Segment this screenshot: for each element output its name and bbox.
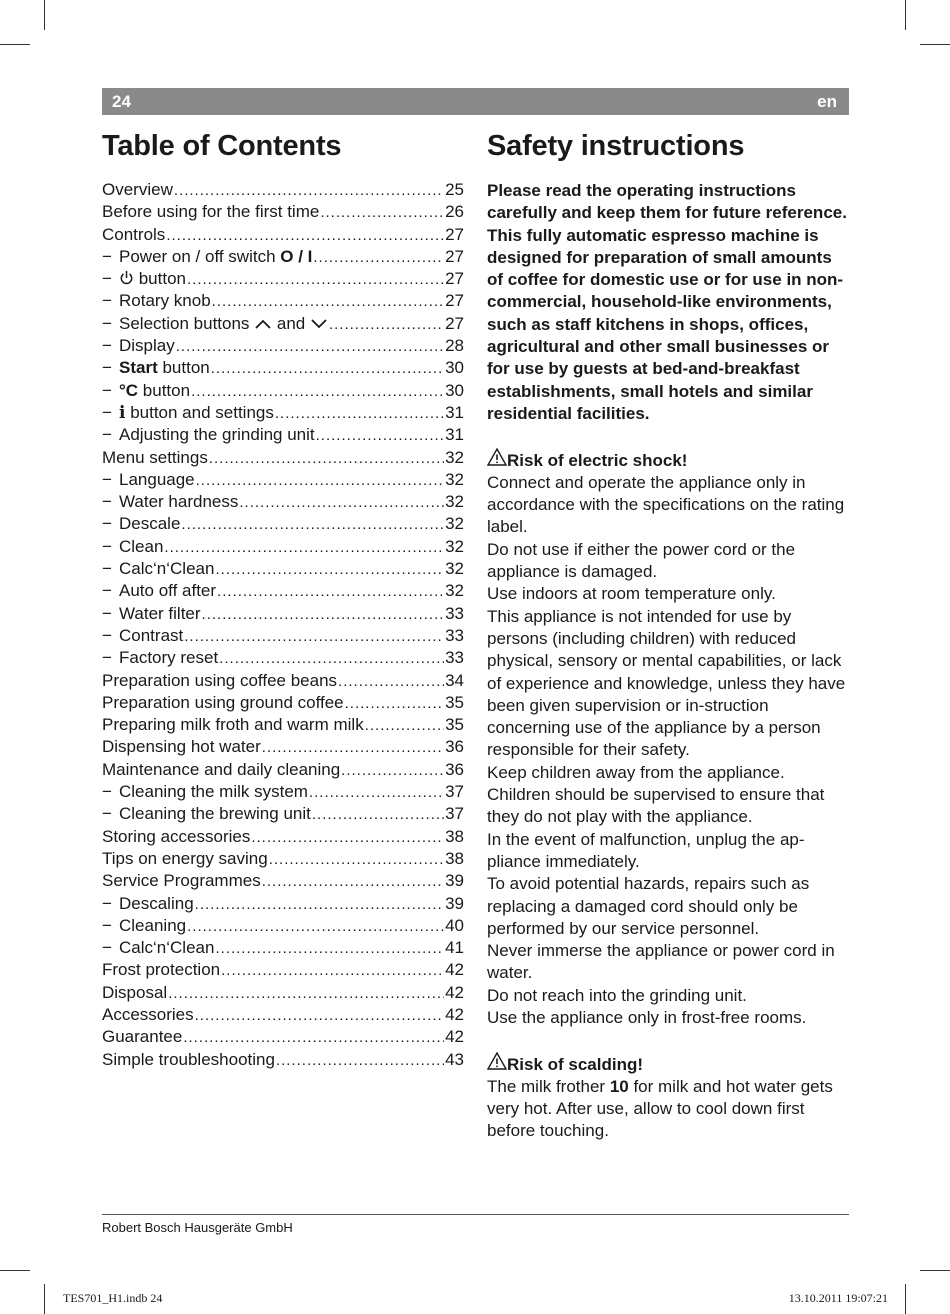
toc-row[interactable] <box>102 269 464 291</box>
toc-entry-text: Power on / off switch <box>119 246 281 266</box>
toc-dash: − <box>102 291 112 311</box>
toc-row[interactable] <box>102 782 464 804</box>
toc-row[interactable] <box>102 604 464 626</box>
toc-leader-dots <box>196 470 444 490</box>
toc-entry-label <box>102 381 190 401</box>
toc-entry-text: Cleaning <box>119 915 187 935</box>
toc-page-number: 30 <box>445 380 464 400</box>
toc-dash: − <box>102 246 112 266</box>
toc-row[interactable] <box>102 403 464 425</box>
toc-row[interactable] <box>102 849 464 871</box>
page-number: 24 <box>112 92 131 111</box>
toc-page-number: 27 <box>445 313 464 333</box>
toc-page-number: 42 <box>445 1027 464 1047</box>
warning-triangle-icon <box>487 1052 507 1076</box>
toc-entry-text: Cleaning the milk system <box>119 782 308 802</box>
toc-dash: − <box>102 536 112 556</box>
toc-row[interactable] <box>102 671 464 693</box>
toc-leader-dots <box>276 1050 444 1070</box>
toc-row[interactable] <box>102 537 464 559</box>
toc-page-number: 31 <box>445 425 464 445</box>
toc-row[interactable] <box>102 960 464 982</box>
toc-leader-dots <box>239 492 444 512</box>
power-icon <box>119 269 134 288</box>
toc-dash: − <box>102 581 112 601</box>
toc-entry-text: Maintenance and daily cleaning <box>102 759 341 779</box>
toc-row[interactable] <box>102 916 464 938</box>
toc-page-number: 40 <box>445 915 464 935</box>
toc-leader-dots <box>215 938 444 958</box>
toc-page-number: 32 <box>445 514 464 534</box>
toc-row[interactable] <box>102 514 464 536</box>
toc-entry-text: Rotary knob <box>119 291 211 311</box>
toc-entry-label <box>102 247 312 267</box>
safety-intro-2: This fully automatic espresso machine is designed for preparation of small amounts of coffee for domestic use or for use in non-commercial, household-like environments, such as staff kitchens in shops, offices, agricultural and other small businesses or for use by guests at bed-and-breakfast establishments, small hotels and similar residential facilities. <box>487 225 844 423</box>
scalding-text-part: The milk frother <box>487 1076 610 1096</box>
toc-leader-dots <box>309 782 444 802</box>
toc-entry-text: Auto off after <box>119 581 217 601</box>
toc-page-number: 42 <box>445 982 464 1002</box>
toc-entry-label <box>102 782 308 802</box>
toc-leader-dots <box>164 537 444 557</box>
toc-row[interactable] <box>102 760 464 782</box>
toc-entry-label <box>102 626 183 646</box>
toc-row[interactable] <box>102 693 464 715</box>
electric-shock-heading-text: Risk of electric shock! <box>507 450 688 470</box>
toc-leader-dots <box>195 1005 444 1025</box>
toc-page-number: 31 <box>445 402 464 422</box>
crop-mark <box>905 0 906 30</box>
toc-entry-label <box>102 314 328 334</box>
toc-leader-dots <box>338 671 444 691</box>
toc-page-number: 32 <box>445 492 464 512</box>
print-slug-file: TES701_H1.indb 24 <box>63 1291 163 1305</box>
toc-entry-label <box>102 1027 182 1047</box>
toc-row[interactable] <box>102 1050 464 1072</box>
toc-page-number: 34 <box>445 670 464 690</box>
toc-entry-text: Descaling <box>119 893 194 913</box>
toc-entry-label <box>102 916 186 936</box>
toc-dash: − <box>102 893 112 913</box>
toc-row[interactable] <box>102 648 464 670</box>
toc-entry-text: Preparation using ground coffee <box>102 692 344 712</box>
toc-page-number: 35 <box>445 715 464 735</box>
toc-page-number: 33 <box>445 648 464 668</box>
toc-page-number: 32 <box>445 469 464 489</box>
toc-entry-label <box>102 470 195 490</box>
toc-dash: − <box>102 358 112 378</box>
toc-entry-text: Display <box>119 336 175 356</box>
toc-entry-text: Water filter <box>119 603 201 623</box>
toc-row[interactable] <box>102 938 464 960</box>
toc-entry-label <box>102 693 344 713</box>
electric-shock-paragraph: Do not reach into the grinding unit. <box>487 985 747 1005</box>
toc-entry-label <box>102 1050 275 1070</box>
toc-entry-label <box>102 760 340 780</box>
toc-leader-dots <box>176 336 444 356</box>
toc-page-number: 27 <box>445 291 464 311</box>
toc-row[interactable] <box>102 180 464 202</box>
scalding-heading-text: Risk of scalding! <box>507 1054 644 1074</box>
table-of-contents <box>102 180 464 1072</box>
toc-entry-text: Adjusting the grinding unit <box>119 425 315 445</box>
toc-dash: − <box>102 402 112 422</box>
toc-entry-text: button and settings <box>125 402 274 422</box>
toc-page-number: 42 <box>445 1004 464 1024</box>
toc-entry-label <box>102 336 175 356</box>
toc-page-number: 36 <box>445 737 464 757</box>
toc-page-number: 27 <box>445 269 464 289</box>
toc-row[interactable] <box>102 314 464 336</box>
safety-intro-1: Please read the operating instructions carefully and keep them for future reference. <box>487 181 847 223</box>
toc-leader-dots <box>215 559 444 579</box>
toc-entry-label <box>102 604 201 624</box>
chevron-down-icon <box>310 314 328 333</box>
toc-leader-dots <box>168 983 444 1003</box>
electric-shock-heading <box>487 448 852 472</box>
toc-leader-dots <box>212 291 444 311</box>
toc-leader-dots <box>187 269 444 289</box>
toc-entry-label <box>102 269 186 289</box>
toc-entry-text: Water hardness <box>119 492 239 512</box>
toc-entry-label <box>102 514 180 534</box>
toc-page-number: 32 <box>445 447 464 467</box>
toc-entry-text: Calc‘n‘Clean <box>119 559 215 579</box>
electric-shock-paragraph: Never immerse the appliance or power cord in water. <box>487 941 835 983</box>
toc-row[interactable] <box>102 492 464 514</box>
crop-mark <box>920 44 950 45</box>
scalding-text <box>487 1076 852 1143</box>
crop-mark <box>0 1270 30 1271</box>
toc-entry-text: Menu settings <box>102 447 208 467</box>
toc-entry-label <box>102 180 173 200</box>
electric-shock-paragraph: Connect and operate the appliance only in accordance with the specifications on the rating label. <box>487 472 845 537</box>
toc-entry-bold: O / I <box>280 246 313 266</box>
toc-entry-text: Simple troubleshooting <box>102 1049 275 1069</box>
toc-entry-text: Controls <box>102 224 166 244</box>
toc-row[interactable] <box>102 894 464 916</box>
toc-leader-dots <box>316 425 444 445</box>
toc-dash: − <box>102 514 112 534</box>
electric-shock-paragraph: To avoid potential hazards, repairs such as replacing a damaged cord should only be performed by our service personnel. <box>487 874 810 938</box>
chevron-up-icon <box>254 314 272 333</box>
toc-entry-text: Contrast <box>119 625 184 645</box>
toc-leader-dots <box>183 1027 444 1047</box>
toc-page-number: 25 <box>445 180 464 199</box>
toc-entry-text: Preparation using coffee beans <box>102 670 338 690</box>
toc-entry-label <box>102 894 194 914</box>
toc-row[interactable] <box>102 559 464 581</box>
toc-page-number: 26 <box>445 202 464 222</box>
toc-entry-text: Before using for the first time <box>102 202 320 222</box>
toc-page-number: 32 <box>445 536 464 556</box>
toc-row[interactable] <box>102 983 464 1005</box>
footer-company: Robert Bosch Hausgeräte GmbH <box>102 1220 293 1235</box>
toc-row[interactable] <box>102 626 464 648</box>
crop-mark <box>44 0 45 30</box>
toc-leader-dots <box>365 715 444 735</box>
toc-row[interactable] <box>102 381 464 403</box>
toc-row[interactable] <box>102 827 464 849</box>
toc-entry-text: Language <box>119 469 195 489</box>
toc-title: Table of Contents <box>102 130 342 162</box>
toc-page-number: 39 <box>445 893 464 913</box>
toc-entry-bold: Start <box>119 358 158 378</box>
toc-entry-text: Dispensing hot water <box>102 737 261 757</box>
toc-leader-dots <box>191 381 444 401</box>
toc-entry-label <box>102 671 337 691</box>
toc-row[interactable] <box>102 1005 464 1027</box>
toc-entry-text: and <box>272 313 310 333</box>
toc-leader-dots <box>345 693 444 713</box>
toc-leader-dots <box>211 358 444 378</box>
toc-entry-label <box>102 648 218 668</box>
toc-entry-label <box>102 403 274 423</box>
toc-dash: − <box>102 559 112 579</box>
toc-row[interactable] <box>102 358 464 380</box>
toc-leader-dots <box>312 804 444 824</box>
electric-shock-paragraph: This appliance is not intended for use by persons (including children) with reduced physical, sensory or mental capabilities, or lack of experience and knowledge, unless they have been given supervision or in-struction concerning use of the appliance by a person responsible for their safety. <box>487 606 846 760</box>
toc-page-number: 27 <box>445 224 464 244</box>
toc-row[interactable] <box>102 336 464 358</box>
toc-page-number: 27 <box>445 246 464 266</box>
toc-entry-label <box>102 202 319 222</box>
toc-dash: − <box>102 425 112 445</box>
toc-entry-text: Overview <box>102 180 173 199</box>
toc-row[interactable] <box>102 804 464 826</box>
toc-dash: − <box>102 313 112 333</box>
toc-leader-dots <box>262 871 444 891</box>
footer-rule <box>102 1214 849 1215</box>
toc-page-number: 30 <box>445 358 464 378</box>
toc-entry-text: Frost protection <box>102 960 221 980</box>
toc-entry-text: Selection buttons <box>119 313 255 333</box>
toc-page-number: 33 <box>445 603 464 623</box>
toc-entry-label <box>102 715 364 735</box>
toc-leader-dots <box>187 916 444 936</box>
toc-row[interactable] <box>102 247 464 269</box>
toc-leader-dots <box>275 403 444 423</box>
toc-dash: − <box>102 336 112 356</box>
electric-shock-paragraph: Use indoors at room temperature only. <box>487 584 776 604</box>
toc-entry-label <box>102 737 261 757</box>
toc-leader-dots <box>320 202 444 222</box>
toc-row[interactable] <box>102 1027 464 1049</box>
safety-section <box>487 180 852 1143</box>
toc-dash: − <box>102 625 112 645</box>
toc-row[interactable] <box>102 425 464 447</box>
toc-dash: − <box>102 269 112 289</box>
electric-shock-paragraph: Keep children away from the appliance. <box>487 762 785 782</box>
toc-row[interactable] <box>102 871 464 893</box>
toc-leader-dots <box>217 581 444 601</box>
toc-dash: − <box>102 648 112 668</box>
language-code: en <box>817 92 837 111</box>
toc-row[interactable] <box>102 225 464 247</box>
toc-entry-text: Factory reset <box>119 648 219 668</box>
crop-mark <box>920 1270 950 1271</box>
scalding-text-part: for milk and hot water gets very hot. After use, allow to cool down first before touching. <box>487 1076 833 1141</box>
toc-entry-text: Preparing milk froth and warm milk <box>102 715 364 735</box>
toc-leader-dots <box>341 760 444 780</box>
toc-entry-label <box>102 960 220 980</box>
toc-dash: − <box>102 492 112 512</box>
toc-leader-dots <box>221 960 444 980</box>
toc-leader-dots <box>262 737 444 757</box>
toc-page-number: 33 <box>445 625 464 645</box>
toc-dash: − <box>102 804 112 824</box>
toc-entry-text: Descale <box>119 514 181 534</box>
toc-row[interactable] <box>102 202 464 224</box>
toc-entry-label <box>102 871 261 891</box>
toc-page-number: 39 <box>445 871 464 891</box>
toc-entry-label <box>102 448 208 468</box>
toc-page-number: 38 <box>445 848 464 868</box>
toc-leader-dots <box>184 626 444 646</box>
toc-entry-text: Cleaning the brewing unit <box>119 804 311 824</box>
toc-page-number: 28 <box>445 336 464 356</box>
print-slug-date: 13.10.2011 19:07:21 <box>788 1291 888 1305</box>
toc-dash: − <box>102 938 112 958</box>
toc-entry-label <box>102 804 311 824</box>
toc-dash: − <box>102 915 112 935</box>
toc-entry-label <box>102 537 163 557</box>
scalding-heading <box>487 1052 852 1076</box>
toc-leader-dots <box>269 849 444 869</box>
toc-leader-dots <box>251 827 444 847</box>
toc-entry-label <box>102 581 216 601</box>
electric-shock-paragraph: In the event of malfunction, unplug the ap-pliance immediately. <box>487 829 805 871</box>
electric-shock-paragraph: Use the appliance only in frost-free rooms. <box>487 1007 807 1027</box>
toc-dash: − <box>102 782 112 802</box>
toc-entry-text: button <box>134 269 186 289</box>
toc-entry-label <box>102 559 214 579</box>
toc-leader-dots <box>313 247 444 267</box>
warning-triangle-icon <box>487 448 507 472</box>
toc-row[interactable] <box>102 470 464 492</box>
toc-leader-dots <box>219 648 444 668</box>
electric-shock-paragraph: Children should be supervised to ensure that they do not play with the appliance. <box>487 785 825 827</box>
toc-page-number: 41 <box>445 938 464 958</box>
info-icon: i <box>119 402 126 423</box>
electric-shock-paragraph: Do not use if either the power cord or the appliance is damaged. <box>487 539 796 582</box>
toc-leader-dots <box>195 894 444 914</box>
toc-entry-label <box>102 849 268 869</box>
toc-leader-dots <box>329 314 444 334</box>
scalding-part-number: 10 <box>609 1076 629 1096</box>
toc-dash: − <box>102 380 112 400</box>
toc-dash: − <box>102 469 112 489</box>
toc-entry-text: button <box>138 380 191 400</box>
toc-entry-text: Storing accessories <box>102 826 251 846</box>
safety-title: Safety instructions <box>487 130 745 162</box>
toc-entry-label <box>102 827 250 847</box>
toc-page-number: 32 <box>445 581 464 601</box>
toc-page-number: 42 <box>445 960 464 980</box>
toc-row[interactable] <box>102 581 464 603</box>
toc-entry-text: Guarantee <box>102 1027 183 1047</box>
toc-page-number: 43 <box>445 1049 464 1069</box>
toc-entry-label <box>102 425 315 445</box>
toc-row[interactable] <box>102 291 464 313</box>
toc-entry-label <box>102 492 238 512</box>
electric-shock-paragraphs <box>487 472 852 1029</box>
toc-row[interactable] <box>102 448 464 470</box>
toc-leader-dots <box>209 448 444 468</box>
crop-mark <box>0 44 30 45</box>
toc-entry-text: Clean <box>119 536 164 556</box>
toc-entry-label <box>102 291 211 311</box>
toc-page-number: 37 <box>445 804 464 824</box>
toc-page-number: 38 <box>445 826 464 846</box>
page-header-bar <box>102 88 849 115</box>
crop-mark <box>905 1284 906 1314</box>
toc-leader-dots <box>166 225 444 245</box>
toc-leader-dots <box>174 180 444 200</box>
toc-leader-dots <box>181 514 444 534</box>
toc-entry-text: Service Programmes <box>102 871 261 891</box>
toc-dash: − <box>102 603 112 623</box>
toc-entry-label <box>102 225 165 245</box>
toc-page-number: 35 <box>445 692 464 712</box>
toc-page-number: 32 <box>445 559 464 579</box>
toc-entry-text: Accessories <box>102 1004 194 1024</box>
toc-entry-bold: °C <box>119 380 139 400</box>
toc-row[interactable] <box>102 737 464 759</box>
toc-entry-text: Disposal <box>102 982 168 1002</box>
toc-entry-text: Calc‘n‘Clean <box>119 938 215 958</box>
crop-mark <box>44 1284 45 1314</box>
toc-row[interactable] <box>102 715 464 737</box>
toc-entry-text: button <box>157 358 210 378</box>
toc-entry-text: Tips on energy saving <box>102 848 268 868</box>
toc-leader-dots <box>202 604 445 624</box>
toc-page-number: 36 <box>445 759 464 779</box>
toc-page-number: 37 <box>445 782 464 802</box>
toc-entry-label <box>102 983 167 1003</box>
toc-entry-label <box>102 1005 194 1025</box>
toc-entry-label <box>102 938 214 958</box>
toc-entry-label <box>102 358 210 378</box>
